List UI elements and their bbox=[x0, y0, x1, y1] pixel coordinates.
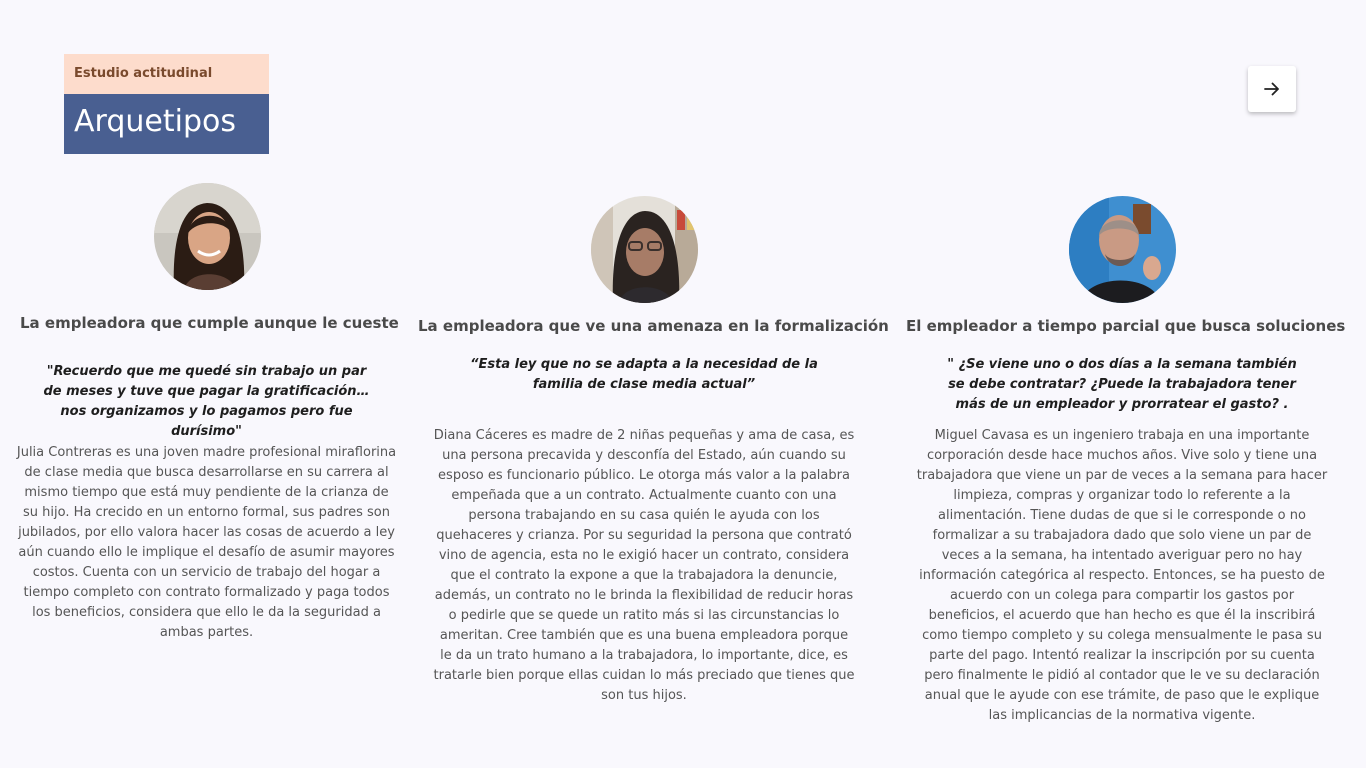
man-portrait-image bbox=[1069, 196, 1176, 303]
card-quote-1: "Recuerdo que me quedé sin trabajo un par de meses y tuve que pagar la gratificación…nos organizamos y lo pagamos pero fue durísimo" bbox=[43, 364, 370, 439]
woman-with-glasses-portrait-image bbox=[591, 196, 698, 303]
card-body-1: Julia Contreras es una joven madre profesional miraflorina de clase media que busca desarrollarse en su carrera al mismo tiempo que está muy pendiente de la crianza de su hijo. Ha crecido en un entorno formal, sus padres son jubilados, por ello valora hacer las cosas de acuerdo a ley aún cuando ello le implique el desafío de asumir mayores costos. Cuenta con un servicio de trabajo del hogar a tiempo completo con contrato formalizado y paga todos los beneficios, considera que ello le da la seguridad a ambas partes. bbox=[16, 445, 397, 640]
woman-portrait-image bbox=[154, 183, 261, 290]
section-kicker: Estudio actitudinal bbox=[64, 54, 269, 94]
card-body-3: Miguel Cavasa es un ingeniero trabaja en una importante corporación desde hace muchos años. Vive solo y tiene una trabajadora que viene un par de veces a la semana para hacer limpieza, compras y organizar todo lo referente a la alimentación. Tiene dudas de que si le corresponde o no formalizar a su trabajadora dado que solo viene un par de veces a la semana, ha intentado averiguar pero no hay información categórica al respecto. Entonces, se ha puesto de acuerdo con un colega para compartir los gastos por beneficios, el acuerdo que han hecho es que él la inscribirá como tiempo completo y su colega mensualmente le pasa su parte del pago. Intentó realizar la inscripción por su cuenta pero finalmente le pidió al contador que le ve su declaración anual que le ayude con ese trámite, de paso que le explique las implicancias de la normativa vigente. bbox=[916, 428, 1328, 723]
card-quote-2: “Esta ley que no se adapta a la necesidad de la familia de clase media actual” bbox=[470, 357, 818, 392]
card-quote-3: " ¿Se viene uno o dos días a la semana también se debe contratar? ¿Puede la trabajadora tener más de un empleador y prorratear el gasto? . bbox=[947, 357, 1297, 412]
page-title: Arquetipos bbox=[64, 94, 269, 154]
avatar-woman-portrait bbox=[154, 183, 261, 290]
next-button[interactable] bbox=[1248, 66, 1296, 112]
card-title-2: La empleadora que ve una amenaza en la formalización bbox=[418, 317, 889, 335]
avatar-man-portrait bbox=[1069, 196, 1176, 303]
section-header bbox=[64, 54, 269, 154]
avatar-woman-with-glasses-portrait bbox=[591, 196, 698, 303]
card-title-1: La empleadora que cumple aunque le cueste bbox=[20, 314, 399, 332]
arrow-right-icon bbox=[1263, 80, 1281, 98]
card-body-2: Diana Cáceres es madre de 2 niñas pequeñas y ama de casa, es una persona precavida y desconfía del Estado, aún cuando su esposo es funcionario público. Le otorga más valor a la palabra empeñada que a un contrato. Actualmente cuanto con una persona trabajando en su casa quién le ayuda con los quehaceres y crianza. Por su seguridad la persona que contrató vino de agencia, esta no le exigió hacer un contrato, considera que el contrato la expone a que la trabajadora la denuncie, además, un contrato no le brinda la flexibilidad de reducir horas o pedirle que se quede un ratito más si las circunstancias lo ameritan. Cree también que es una buena empleadora porque le da un trato humano a la trabajadora, lo importante, dice, es tratarle bien porque ellas cuidan lo más preciado que tienes que son tus hijos. bbox=[433, 428, 855, 703]
card-title-3: El empleador a tiempo parcial que busca soluciones bbox=[906, 317, 1346, 335]
